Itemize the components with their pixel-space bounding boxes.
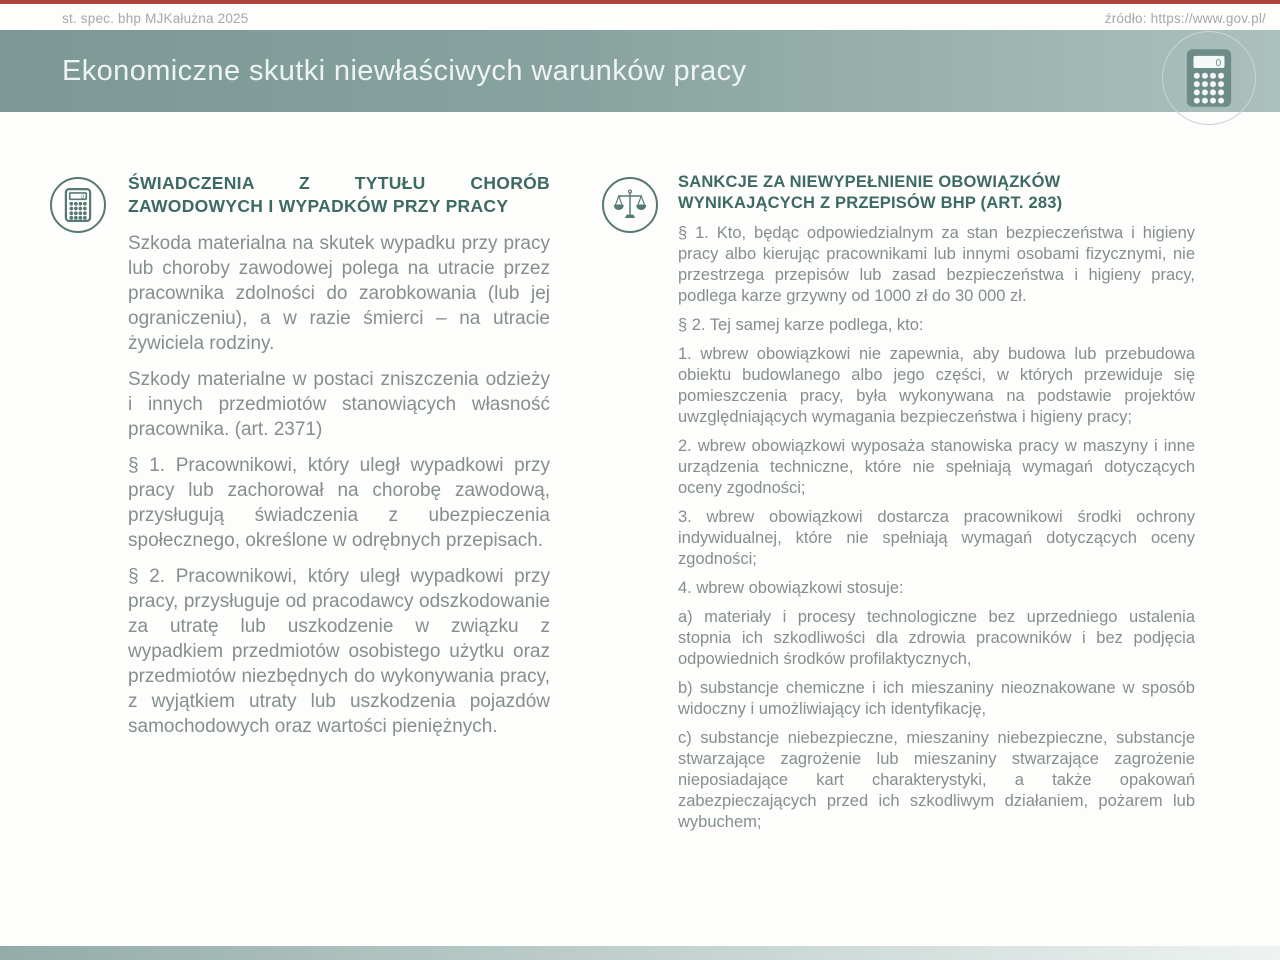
right-paragraph: § 1. Kto, będąc odpowiedzialnym za stan bezpieczeństwa i higieny pracy albo kierując pracownikami lub innymi osobami fizycznymi, nie przestrzega przepisów lub zasad bezpieczeństwa i higieny pracy, podlega karze grzywny od 1000 zł do 30 000 zł.: [678, 224, 1195, 305]
meta-author-text: st. spec. bhp MJKałużna 2025: [62, 10, 249, 26]
right-column-heading: SANKCJE ZA NIEWYPEŁNIENIE OBOWIĄZKÓW WYNIKAJĄCYCH Z PRZEPISÓW BHP (ART. 283): [678, 173, 1063, 212]
right-paragraph: 2. wbrew obowiązkowi wyposaża stanowiska pracy w maszyny i inne urządzenia techniczne, które nie spełniają wymagań dotyczących oceny zgodności;: [678, 437, 1195, 497]
right-paragraph: b) substancje chemiczne i ich mieszaniny nieoznakowane w sposób widoczny i umożliwiający ich identyfikację,: [678, 679, 1195, 718]
left-paragraph: Szkody materialne w postaci zniszczenia odzieży i innych przedmiotów stanowiących własność pracownika. (art. 2371): [128, 369, 550, 440]
slide-header-band: [0, 30, 1280, 112]
right-paragraph: 1. wbrew obowiązkowi nie zapewnia, aby budowa lub przebudowa obiektu budowlanego albo jego części, w których przewiduje się pomieszczenia pracy, była wykonywana na podstawie projektów uwzględniających wymagania bezpieczeństwa i higieny pracy;: [678, 345, 1195, 426]
left-paragraph: § 2. Pracownikowi, który uległ wypadkowi przy pracy, przysługuje od pracodawcy odszkodowanie za utratę lub uszkodzenie w związku z wypadkiem przedmiotów osobistego użytku oraz przedmiotów niezbędnych do wykonywania pracy, z wyjątkiem utraty lub uszkodzenia pojazdów samochodowych oraz wartości pieniężnych.: [128, 566, 550, 737]
top-accent-line: [0, 0, 1280, 4]
right-column: [678, 172, 1195, 833]
left-column: [128, 172, 550, 739]
right-paragraph: c) substancje niebezpieczne, mieszaniny niebezpieczne, substancje stwarzające zagrożenie lub mieszaniny stwarzające zagrożenie nieposiadające kart charakterystyki, a także opakowań zabezpieczających przed ich szkodliwym działaniem, pożarem lub wybuchem;: [678, 729, 1195, 831]
calculator-icon: [1162, 31, 1256, 125]
left-paragraph: § 1. Pracownikowi, który uległ wypadkowi przy pracy lub zachorował na chorobę zawodową, przysługują świadczenia z ubezpieczenia społecznego, określone w odrębnych przepisach.: [128, 455, 550, 551]
scales-icon: [602, 177, 658, 233]
left-column-heading: ŚWIADCZENIA Z TYTUŁU CHORÓB ZAWODOWYCH I WYPADKÓW PRZY PRACY: [128, 173, 550, 216]
calculator-icon: [50, 177, 106, 233]
svg-text:0: 0: [81, 194, 85, 201]
right-paragraph: a) materiały i procesy technologiczne bez uprzedniego ustalenia stopnia ich szkodliwości dla zdrowia pracowników i bez podjęcia odpowiednich środków profilaktycznych,: [678, 608, 1195, 668]
left-paragraph: Szkoda materialna na skutek wypadku przy pracy lub choroby zawodowej polega na utracie przez pracownika zdolności do zarobkowania (lub jej ograniczeniu), a w razie śmierci – na utracie żywiciela rodziny.: [128, 233, 550, 354]
meta-bar: [0, 6, 1280, 30]
page-title: Ekonomiczne skutki niewłaściwych warunków pracy: [62, 54, 747, 87]
right-paragraph: 3. wbrew obowiązkowi dostarcza pracownikowi środki ochrony indywidualnej, które nie spełniają wymagań dotyczących oceny zgodności;: [678, 508, 1195, 568]
svg-text:0: 0: [1215, 57, 1222, 69]
meta-source-text: źródło: https://www.gov.pl/: [1104, 10, 1266, 26]
right-paragraph: 4. wbrew obowiązkowi stosuje:: [678, 579, 904, 597]
bottom-accent-bar: [0, 946, 1280, 960]
right-paragraph: § 2. Tej samej karze podlega, kto:: [678, 316, 924, 334]
